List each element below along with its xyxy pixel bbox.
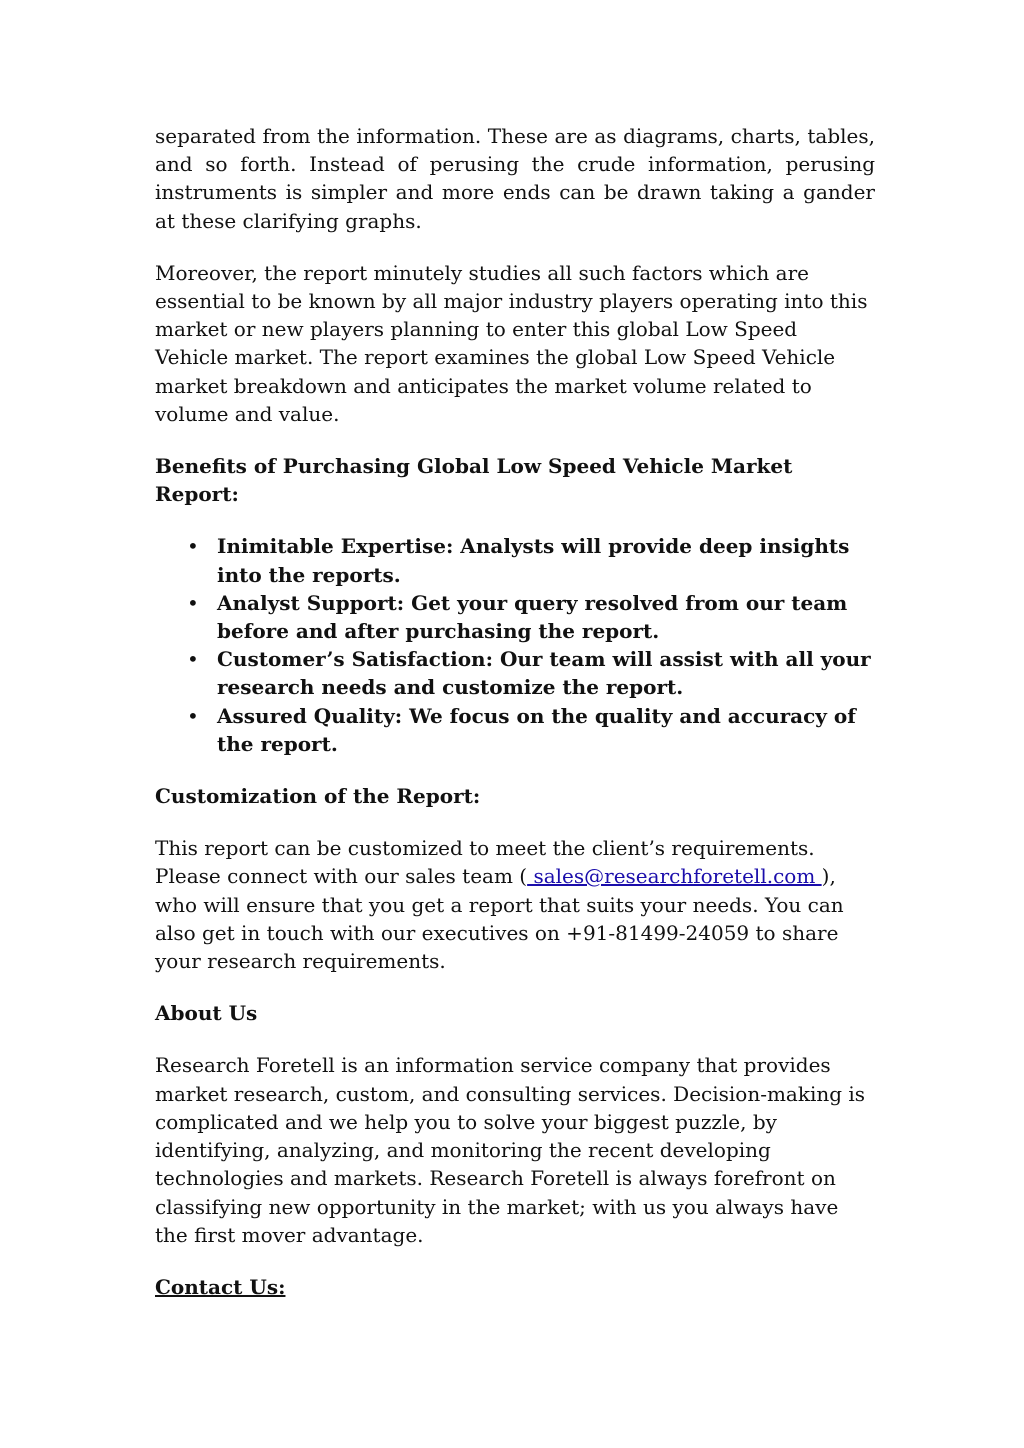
benefit-text: Inimitable Expertise: Analysts will provide deep insights into the reports. [217,534,850,587]
moreover-paragraph: Moreover, the report minutely studies all such factors which are essential to be known by all major industry players operating into this market or new players planning to enter this global Low Speed Vehicle market. The report examines the global Low Speed Vehicle market breakdown and anticipates the market volume related to volume and value. [155,260,868,426]
benefit-text: Customer’s Satisfaction: Our team will assist with all your research needs and customize the report. [217,647,871,700]
bullet-icon: • [187,590,199,615]
contact-heading: Contact Us: [155,1274,286,1299]
intro-paragraph: separated from the information. These are as diagrams, charts, tables, and so forth. Instead of perusing the crude information, perusing instruments is simpler and more ends can be drawn taking a gander at these clarifying graphs. [155,124,875,233]
list-item [187,589,875,645]
customization-text-before: This report can be customized to meet the client’s requirements. Please connect with our sales team ( [155,836,815,889]
about-heading: About Us [155,1001,258,1026]
benefit-text: Assured Quality: We focus on the quality and accuracy of the report. [217,703,856,756]
customization-heading: Customization of the Report: [155,784,481,809]
list-item [187,702,875,758]
bullet-icon: • [187,647,199,672]
list-item [187,532,875,588]
customization-paragraph [155,834,875,975]
benefits-heading: Benefits of Purchasing Global Low Speed Vehicle Market Report: [155,454,793,507]
bullet-icon: • [187,534,199,559]
benefits-list [155,532,875,758]
about-paragraph: Research Foretell is an information service company that provides market research, custom, and consulting services. Decision-making is complicated and we help you to solve your biggest puzzle, by identifying, analyzing, and monitoring the recent developing technologies and markets. Research Foretell is always forefront on classifying new opportunity in the market; with us you always have the first mover advantage. [155,1053,866,1247]
document-page [155,122,875,1325]
benefit-text: Analyst Support: Get your query resolved from our team before and after purchasing the report. [217,590,848,644]
customization-text-after: ), who will ensure that you get a report that suits your needs. You can also get in touch with our executives on +91-81499-24059 to share your research requirements. [155,864,844,974]
sales-email-link[interactable]: sales@researchforetell.com [527,864,822,889]
bullet-icon: • [187,703,199,728]
list-item [187,645,875,701]
